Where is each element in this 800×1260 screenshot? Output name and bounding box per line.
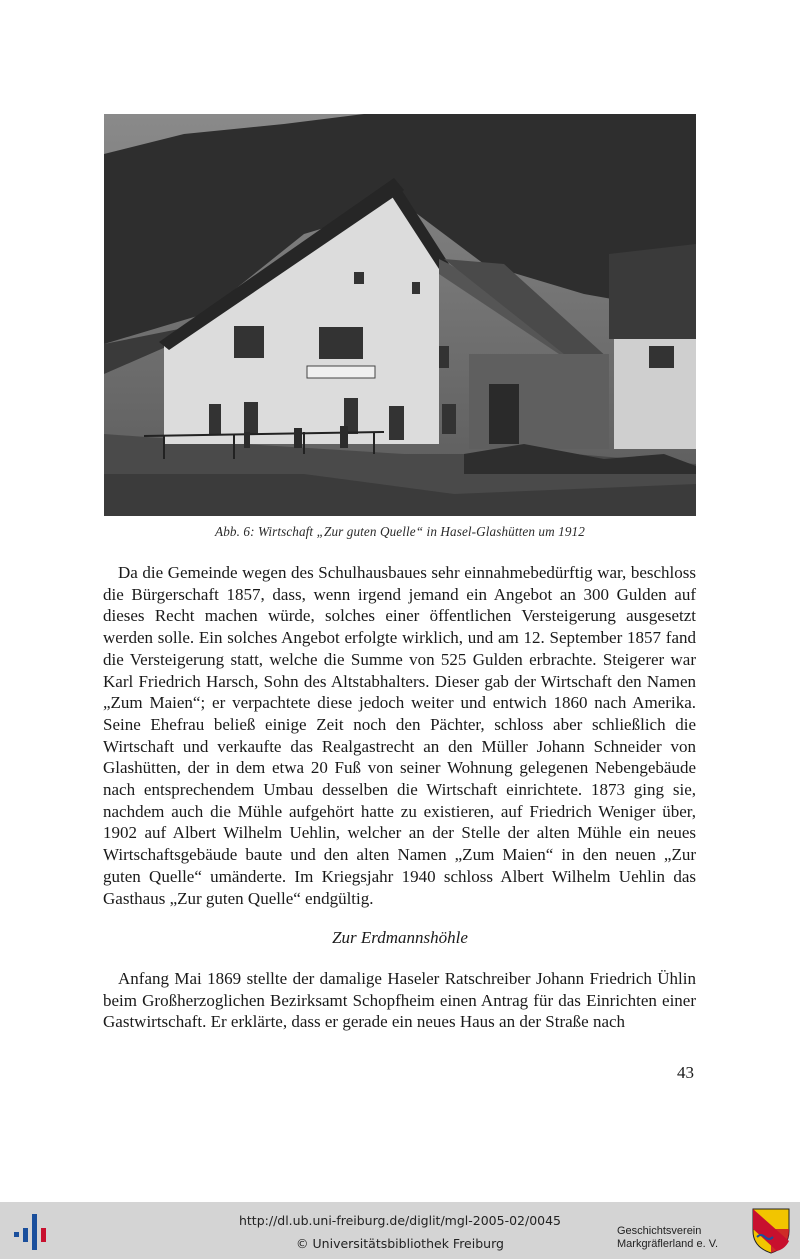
society-name-line-1: Geschichtsverein [617,1225,702,1237]
body-text-continued [103,968,696,1033]
photo-caption: Abb. 6: Wirtschaft „Zur guten Quelle“ in Hasel-Glashütten um 1912 [215,524,585,539]
society-name [617,1225,718,1251]
coat-of-arms-icon [751,1207,791,1255]
source-url-link[interactable]: http://dl.ub.uni-freiburg.de/diglit/mgl-2005-02/0045 [238,1213,562,1228]
copyright-text: © Universitätsbibliothek Freiburg [296,1236,504,1251]
paragraph: Da die Gemeinde wegen des Schulhausbaues sehr einnahmebedürftig war, beschloss die Bürgerschaft 1857, dass, wenn irgend jemand ein Angebot an 300 Gulden auf dieses Recht machen würde, solches einer öffentlichen Versteigerung ausgesetzt werden solle. Ein solches Angebot erfolgte wirklich, und am 12. September 1857 fand die Versteigerung statt, welche die Summe von 525 Gulden erbrachte. Steigerer war Karl Friedrich Harsch, Sohn des Altstabhalters. Dieser gab der Wirtschaft den Namen „Zum Maien“; er verpachtete diese jedoch weiter und entwich 1860 nach Amerika. Seine Ehefrau beließ einige Zeit noch den Pächter, schloss aber schließlich die Wirtschaft und verkaufte das Realgastrecht an den Müller Johann Schneider von Glashütten, der in dem etwa 20 Fuß von seiner Wohnung gelegenen Nebengebäude nach entsprechendem Umbau desselben die Wirtschaft einrichtete. 1873 ging sie, nachdem auch die Mühle aufgehört hatte zu existieren, auf Friedrich Weniger über, 1902 auf Albert Wilhelm Uehlin, welcher an der Stelle der alten Mühle ein neues Wirtschaftsgebäude baute und den alten Namen „Zum Maien“ in den neuen „Zur guten Quelle“ umänderte. Im Kriegsjahr 1940 schloss Albert Wilhelm Uehlin das Gasthaus „Zur guten Quelle“ endgültig. [103,563,696,908]
historic-photo [104,114,696,516]
page-number: 43 [677,1063,694,1082]
section-heading: Zur Erdmannshöhle [332,928,468,947]
paragraph: Anfang Mai 1869 stellte der damalige Haseler Ratschreiber Johann Friedrich Ühlin beim Großherzoglichen Bezirksamt Schopfheim einen Antrag für das Einrichten einer Gastwirtschaft. Er erklärte, dass er gerade ein neues Haus an der Straße nach [103,969,696,1032]
footer-bar [0,1202,800,1259]
society-name-line-2: Markgräflerland e. V. [617,1238,719,1250]
body-text [103,562,696,909]
photo-illustration [104,114,696,516]
